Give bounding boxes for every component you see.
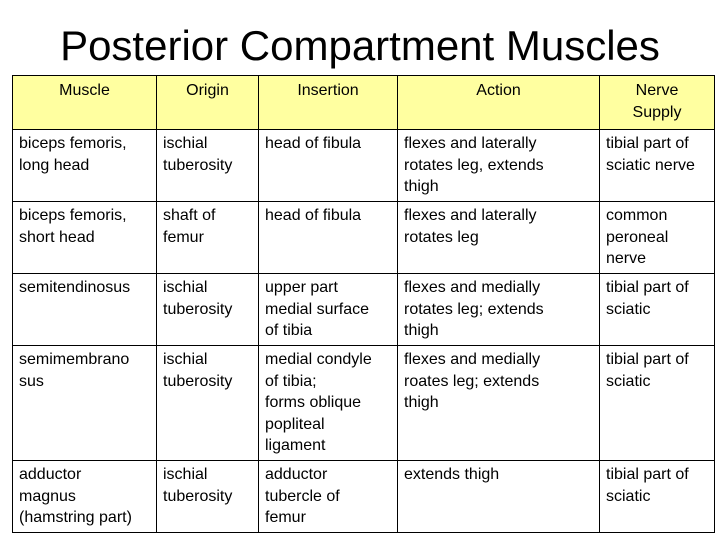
cell-nerve-supply — [600, 274, 715, 346]
cell-origin — [157, 202, 259, 274]
cell-line: tibial part of — [606, 279, 689, 296]
cell-line: tuberosity — [163, 487, 233, 505]
cell-line: flexes and laterally — [404, 135, 537, 152]
cell-line: long head — [19, 156, 90, 174]
cell-line: short head — [19, 228, 95, 246]
cell-line: biceps femoris, — [19, 207, 127, 224]
cell-action — [398, 461, 600, 533]
cell-line: ischial — [163, 135, 208, 152]
header-muscle — [13, 76, 157, 130]
cell-line: medial condyle — [265, 351, 372, 368]
cell-line: of tibia — [265, 322, 313, 339]
table-header-row — [13, 76, 715, 130]
header-line: Muscle — [59, 82, 110, 99]
cell-line: sciatic nerve — [606, 156, 695, 174]
cell-line: rotates leg — [404, 228, 479, 246]
header-line: Nerve — [635, 82, 679, 99]
cell-line: ischial — [163, 279, 208, 296]
cell-line: sciatic — [606, 300, 651, 318]
table-row — [13, 346, 715, 461]
cell-line: forms oblique — [265, 394, 362, 411]
cell-action — [398, 130, 600, 202]
cell-origin — [157, 346, 259, 461]
table-row — [13, 130, 715, 202]
cell-line: magnus — [19, 487, 76, 505]
cell-line: medial surface — [265, 300, 370, 318]
table-row — [13, 274, 715, 346]
cell-line: tuberosity — [163, 156, 233, 174]
cell-line: sus — [19, 372, 44, 390]
cell-line: biceps femoris, — [19, 135, 127, 152]
cell-line: of tibia; — [265, 372, 317, 390]
cell-muscle — [13, 274, 157, 346]
cell-line: tibial part of — [606, 351, 689, 368]
cell-line: rotates leg, extends — [404, 156, 544, 174]
cell-line: thigh — [404, 178, 439, 195]
cell-nerve-supply — [600, 202, 715, 274]
header-origin — [157, 76, 259, 130]
header-line: Origin — [186, 82, 229, 99]
cell-line: sciatic — [606, 487, 651, 505]
cell-line: upper part — [265, 279, 338, 296]
cell-line: tubercle of — [265, 487, 340, 505]
cell-line: roates leg; extends — [404, 372, 540, 390]
cell-insertion — [259, 346, 398, 461]
cell-line: ischial — [163, 466, 208, 483]
cell-line: tibial part of — [606, 135, 689, 152]
cell-action — [398, 346, 600, 461]
table-row — [13, 461, 715, 533]
cell-line: semimembrano — [19, 351, 130, 368]
header-line: Insertion — [297, 82, 359, 99]
cell-line: flexes and laterally — [404, 207, 537, 224]
table-row — [13, 202, 715, 274]
cell-line: nerve — [606, 250, 647, 267]
cell-line: flexes and medially — [404, 279, 541, 296]
cell-insertion — [259, 202, 398, 274]
cell-insertion — [259, 130, 398, 202]
header-action — [398, 76, 600, 130]
cell-muscle — [13, 346, 157, 461]
cell-muscle — [13, 130, 157, 202]
cell-line: tuberosity — [163, 372, 233, 390]
cell-nerve-supply — [600, 346, 715, 461]
cell-insertion — [259, 274, 398, 346]
header-line: Supply — [632, 103, 682, 121]
cell-line: thigh — [404, 394, 439, 411]
cell-line: popliteal — [265, 415, 325, 433]
cell-line: flexes and medially — [404, 351, 541, 368]
header-nerve-supply — [600, 76, 715, 130]
cell-action — [398, 274, 600, 346]
page-title: Posterior Compartment Muscles — [60, 22, 660, 69]
cell-insertion — [259, 461, 398, 533]
header-insertion — [259, 76, 398, 130]
cell-nerve-supply — [600, 461, 715, 533]
cell-line: rotates leg; extends — [404, 300, 544, 318]
cell-line: femur — [163, 228, 204, 246]
cell-line: tuberosity — [163, 300, 233, 318]
cell-line: femur — [265, 509, 306, 526]
muscle-table — [12, 75, 715, 533]
cell-action — [398, 202, 600, 274]
cell-line: tibial part of — [606, 466, 689, 483]
cell-nerve-supply — [600, 130, 715, 202]
cell-line: adductor — [19, 466, 82, 483]
cell-line: extends thigh — [404, 466, 500, 483]
cell-muscle — [13, 202, 157, 274]
cell-line: ligament — [265, 437, 326, 454]
cell-line: semitendinosus — [19, 279, 131, 296]
cell-line: adductor — [265, 466, 328, 483]
cell-muscle — [13, 461, 157, 533]
cell-line: head of fibula — [265, 207, 362, 224]
cell-origin — [157, 461, 259, 533]
cell-line: common — [606, 207, 668, 224]
cell-line: sciatic — [606, 372, 651, 390]
cell-origin — [157, 274, 259, 346]
cell-line: (hamstring part) — [19, 509, 132, 526]
cell-line: peroneal — [606, 228, 669, 246]
cell-origin — [157, 130, 259, 202]
cell-line: shaft of — [163, 207, 216, 224]
cell-line: thigh — [404, 322, 439, 339]
cell-line: head of fibula — [265, 135, 362, 152]
header-line: Action — [476, 82, 521, 99]
cell-line: ischial — [163, 351, 208, 368]
